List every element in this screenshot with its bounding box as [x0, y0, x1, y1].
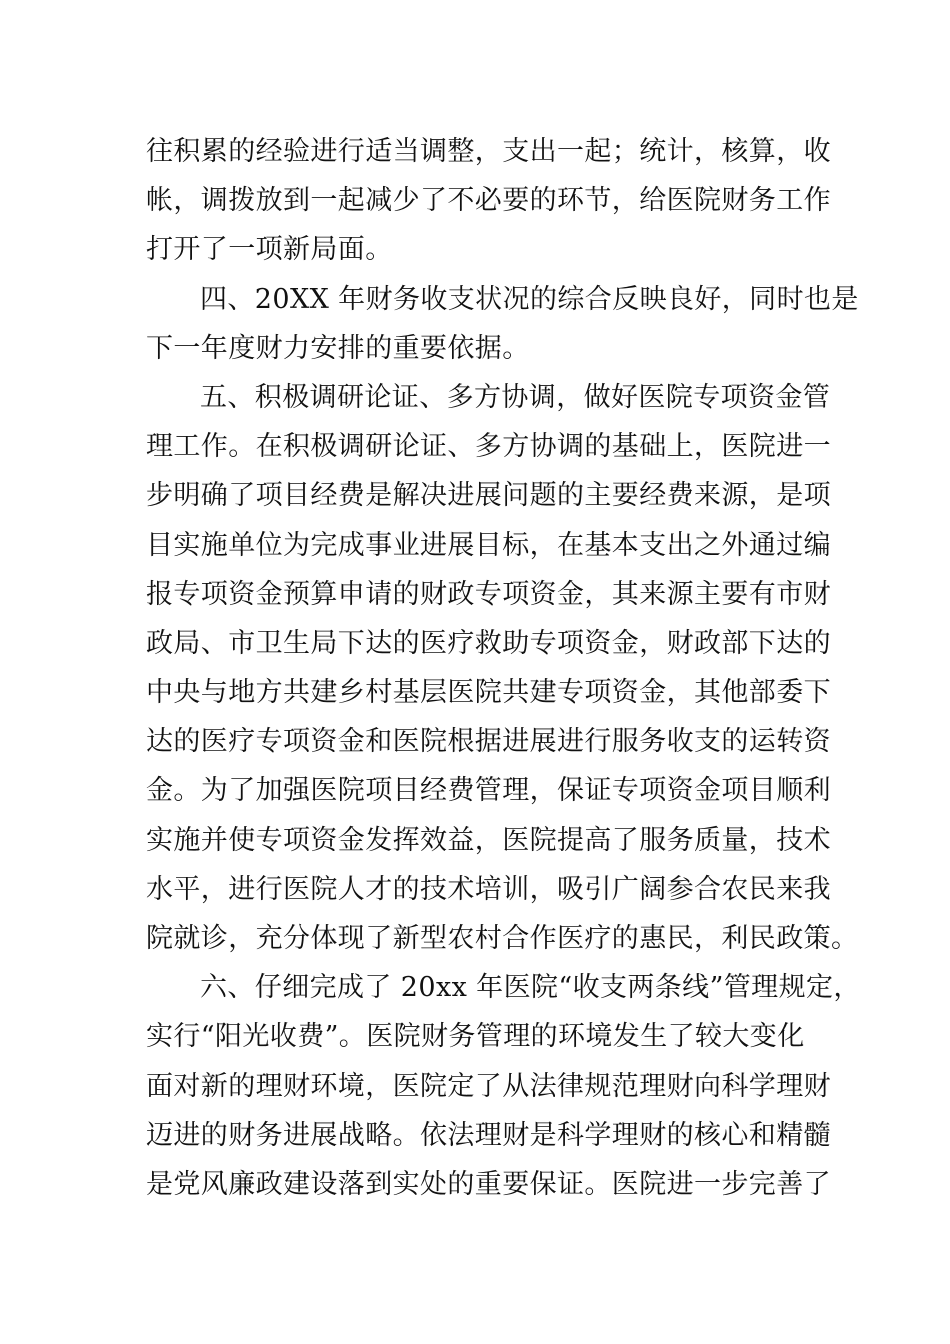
text-line: 是党风廉政建设落到实处的重要保证。医院进一步完善了 [146, 1168, 831, 1200]
text-line: 实行“阳光收费”。医院财务管理的环境发生了较大变化 [146, 1021, 805, 1053]
text-line: 实施并使专项资金发挥效益，医院提高了服务质量，技术 [146, 824, 831, 856]
text-line: 报专项资金预算申请的财政专项资金，其来源主要有市财 [146, 578, 831, 610]
text-line: 中央与地方共建乡村基层医院共建专项资金，其他部委下 [146, 677, 831, 709]
text-line: 理工作。在积极调研论证、多方协调的基础上，医院进一 [146, 431, 831, 463]
text-line: 院就诊，充分体现了新型农村合作医疗的惠民，利民政策。 [146, 923, 859, 954]
text-line: 政局、市卫生局下达的医疗救助专项资金，财政部下达的 [146, 627, 831, 659]
text-line: 水平，进行医院人才的技术培训，吸引广阔参合农民来我 [146, 873, 831, 905]
text-line: 帐，调拨放到一起减少了不必要的环节，给医院财务工作 [146, 185, 831, 217]
text-line: 目实施单位为完成事业进展目标，在基本支出之外通过编 [146, 529, 831, 561]
text-line: 下一年度财力安排的重要依据。 [146, 332, 530, 364]
paragraph-start-line: 六、仔细完成了 20xx 年医院“收支两条线”管理规定， [200, 972, 861, 1004]
text-line: 金。为了加强医院项目经费管理，保证专项资金项目顺利 [146, 775, 831, 807]
document-body [146, 127, 861, 1209]
paragraph-start-line: 五、积极调研论证、多方协调，做好医院专项资金管 [200, 381, 831, 413]
text-line: 打开了一项新局面。 [146, 234, 393, 266]
paragraph-start-line: 四、20XX 年财务收支状况的综合反映良好，同时也是 [200, 283, 859, 315]
text-line: 达的医疗专项资金和医院根据进展进行服务收支的运转资 [146, 726, 831, 758]
text-line: 往积累的经验进行适当调整，支出一起；统计，核算，收 [146, 136, 831, 167]
text-line: 步明确了项目经费是解决进展问题的主要经费来源，是项 [146, 480, 831, 512]
text-line: 迈进的财务进展战略。依法理财是科学理财的核心和精髓 [146, 1119, 831, 1151]
text-line: 面对新的理财环境，医院定了从法律规范理财向科学理财 [146, 1070, 831, 1102]
